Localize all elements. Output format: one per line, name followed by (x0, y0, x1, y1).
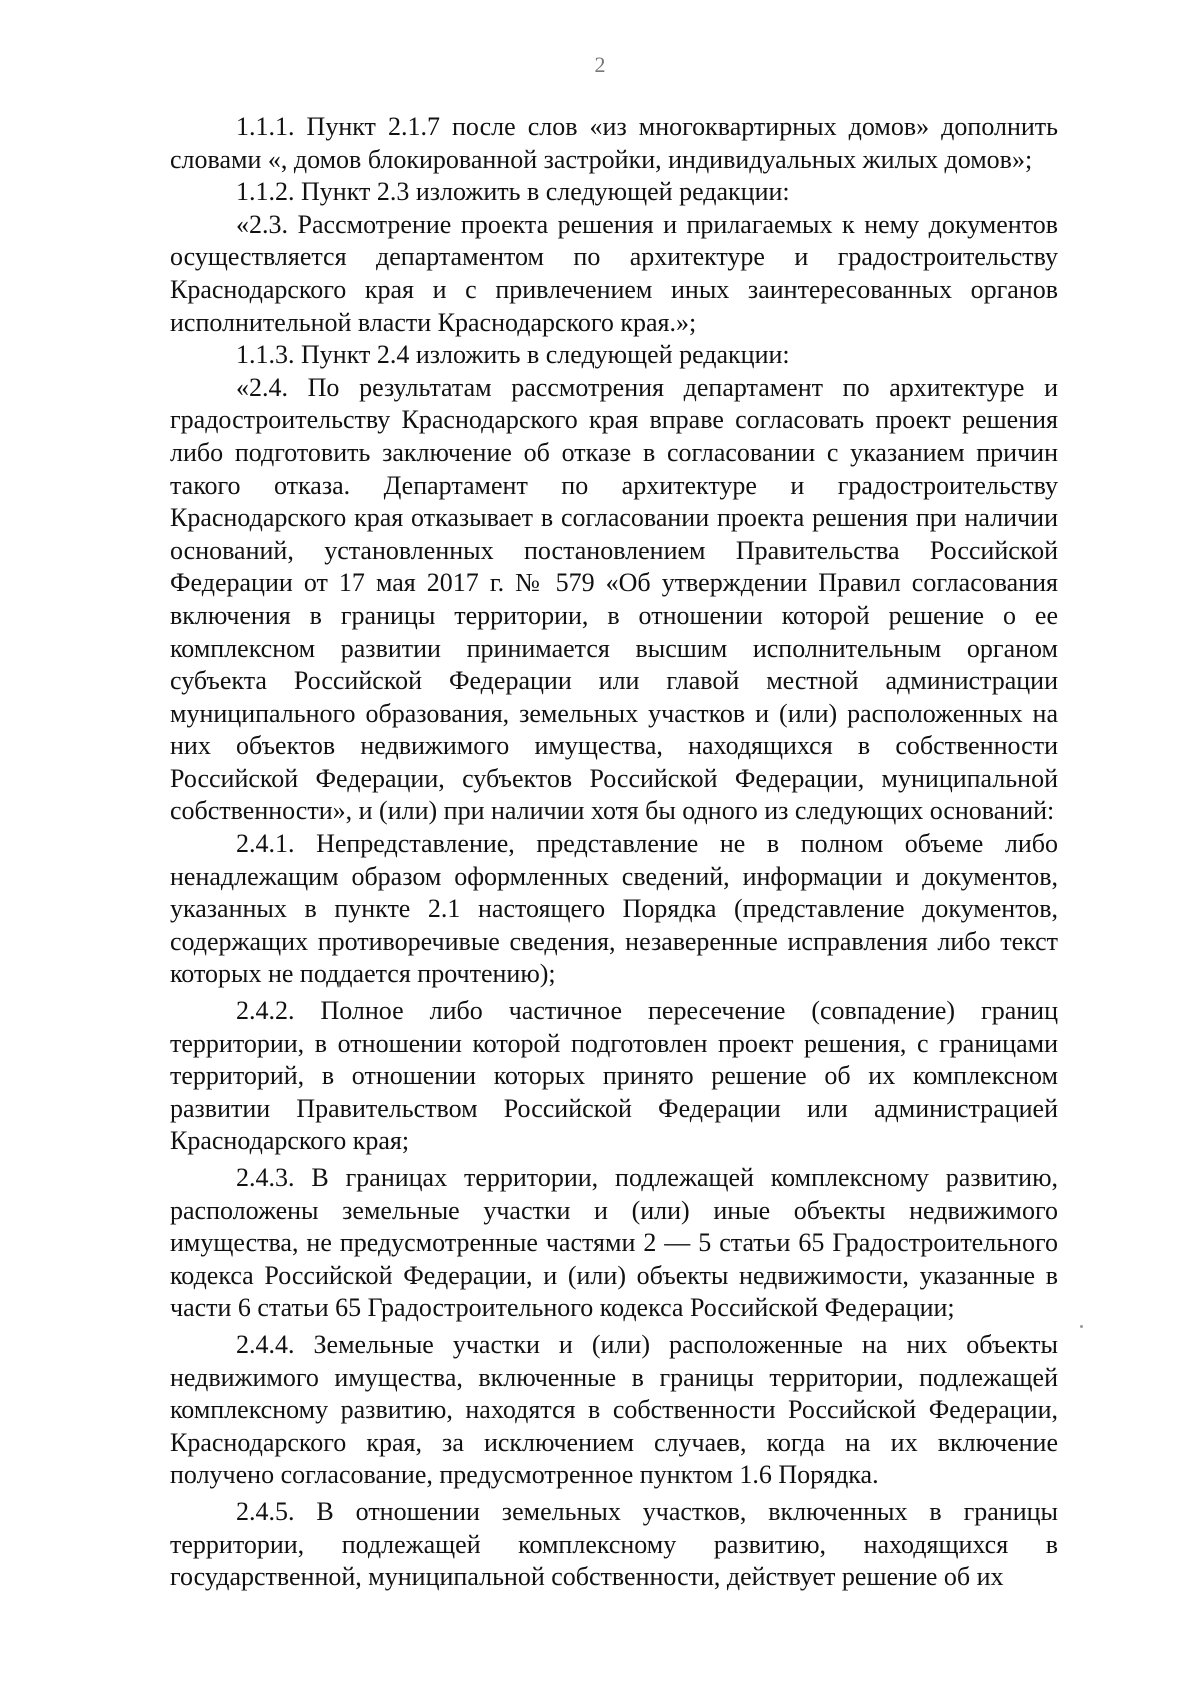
document-body (170, 111, 1058, 1594)
paragraph-2-4-5: 2.4.5. В отношении земельных участков, включенных в границы территории, подлежащей комплексному развитию, находящихся в государственной, муниципальной собственности, действует решение об их (170, 1496, 1058, 1592)
paragraph-2-4-4: 2.4.4. Земельные участки и (или) расположенные на них объекты недвижимого имущества, включенные в границы территории, подлежащей комплексному развитию, находятся в собственности Российской Федерации, Краснодарского края, за исключением случаев, когда на их включение получено согласование, предусмотренное пунктом 1.6 Порядка. (170, 1329, 1058, 1490)
paragraph-2-3: «2.3. Рассмотрение проекта решения и прилагаемых к нему документов осуществляется департаментом по архитектуре и градостроительству Краснодарского края и с привлечением иных заинтересованных органов исполнительной власти Краснодарского края.»; (170, 209, 1058, 337)
page-number: 2 (594, 52, 606, 77)
paragraph-2-4-1: 2.4.1. Непредставление, представление не в полном объеме либо ненадлежащим образом оформленных сведений, информации и документов, указанных в пункте 2.1 настоящего Порядка (представление документов, содержащих противоречивые сведения, незаверенные исправления либо текст которых не поддается прочтению); (170, 829, 1058, 989)
scan-speck (1080, 1325, 1083, 1328)
paragraph-1-1-1: 1.1.1. Пункт 2.1.7 после слов «из многоквартирных домов» дополнить словами «, домов блокированной застройки, индивидуальных жилых домов»; (170, 112, 1058, 174)
paragraph-2-4-2: 2.4.2. Полное либо частичное пересечение (совпадение) границ территории, в отношении которой подготовлен проект решения, с границами территорий, в отношении которых принято решение об их комплексном развитии Правительством Российской Федерации или администрацией Краснодарского края; (170, 996, 1058, 1156)
paragraph-2-4-3: 2.4.3. В границах территории, подлежащей комплексному развитию, расположены земельные участки и (или) иные объекты недвижимого имущества, не предусмотренные частями 2 — 5 статьи 65 Градостроительного кодекса Российской Федерации, и (или) объекты недвижимости, указанные в части 6 статьи 65 Градостроительного кодекса Российской Федерации; (170, 1163, 1058, 1323)
paragraph-1-1-3: 1.1.3. Пункт 2.4 изложить в следующей редакции: (236, 340, 790, 370)
paragraph-2-4: «2.4. По результатам рассмотрения департамент по архитектуре и градостроительству Краснодарского края вправе согласовать проект решения либо подготовить заключение об отказе в согласовании с указанием причин такого отказа. Департамент по архитектуре и градостроительству Краснодарского края отказывает в согласовании проекта решения при наличии оснований, установленных постановлением Правительства Российской Федерации от 17 мая 2017 г. № 579 «Об утверждении Правил согласования включения в границы территории, в отношении которой решение о ее комплексном развитии принимается высшим исполнительным органом субъекта Российской Федерации или главой местной администрации муниципального образования, земельных участков и (или) расположенных на них объектов недвижимого имущества, находящихся в собственности Российской Федерации, субъектов Российской Федерации, муниципальной собственности», и (или) при наличии хотя бы одного из следующих оснований: (170, 372, 1058, 826)
paragraph-1-1-2: 1.1.2. Пункт 2.3 изложить в следующей редакции: (236, 177, 790, 207)
